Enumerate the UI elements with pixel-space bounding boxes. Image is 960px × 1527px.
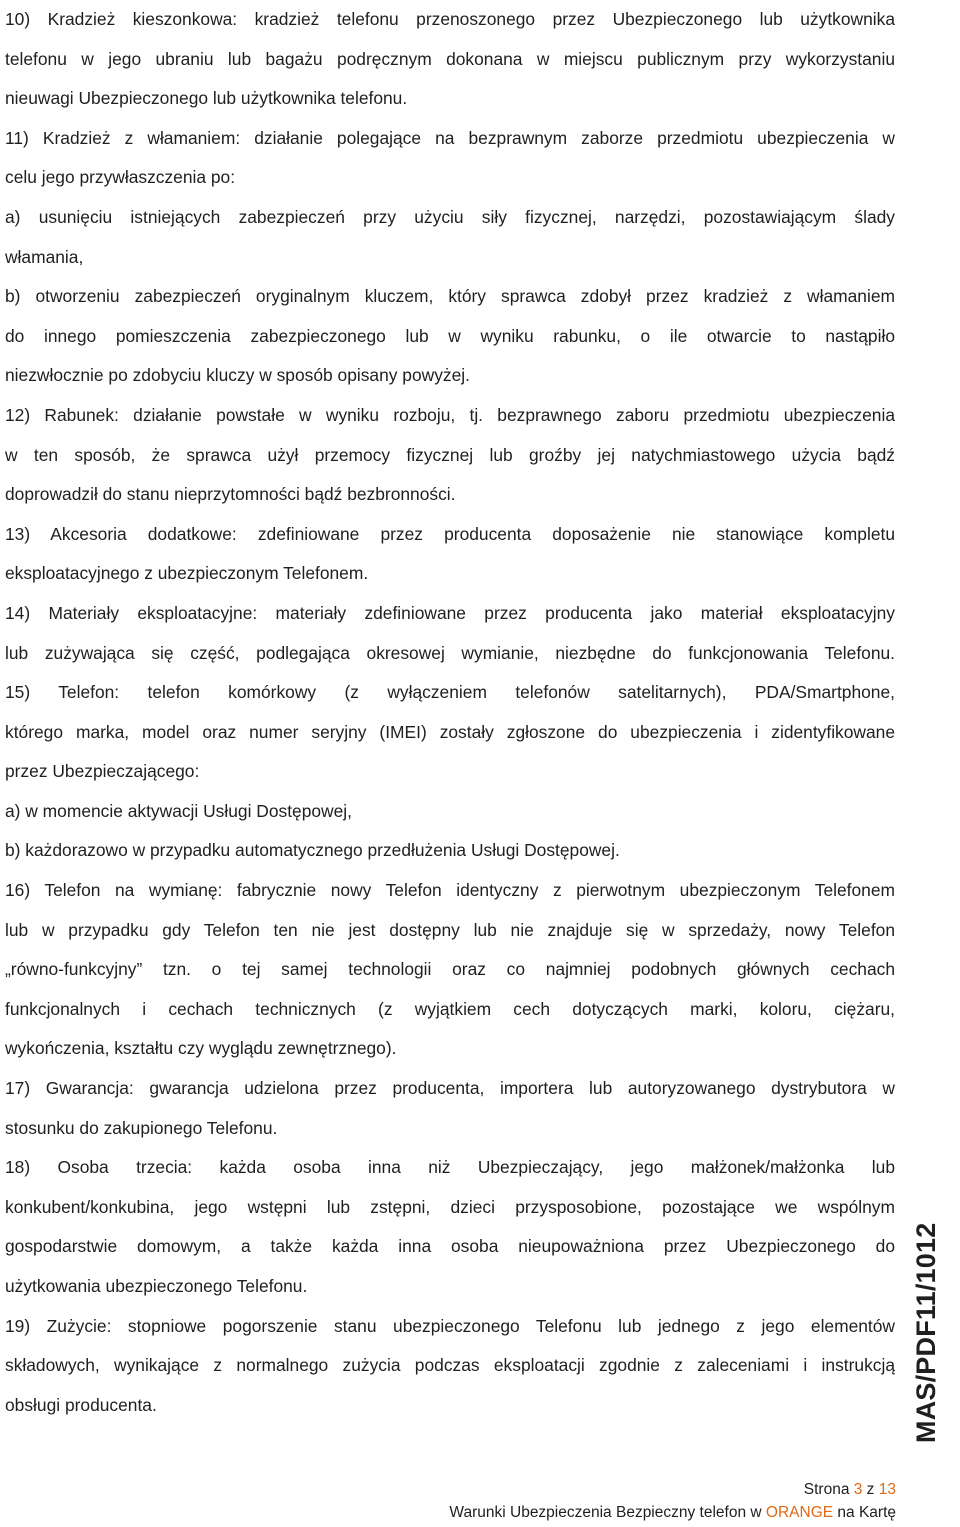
text-line: niezwłocznie po zdobyciu kluczy w sposób opisany powyżej.	[5, 365, 470, 386]
text-line: w ten sposób, że sprawca użył przemocy fizycznej lub groźby jej natychmiastowego użycia bądź	[5, 444, 895, 465]
page-current: 3	[853, 1481, 863, 1498]
text-line: włamania,	[5, 246, 84, 267]
text-line: funkcjonalnych i cechach technicznych (z wyjątkiem cech dotyczących marki, koloru, ciężaru,	[5, 998, 895, 1019]
text-line: obsługi producenta.	[5, 1394, 157, 1415]
text-line: wykończenia, kształtu czy wyglądu zewnętrznego).	[5, 1038, 397, 1059]
text-line: 16) Telefon na wymianę: fabrycznie nowy Telefon identyczny z pierwotnym ubezpieczonym Telefonem	[5, 880, 895, 901]
page-number-prefix: Strona	[803, 1481, 854, 1498]
text-line: 10) Kradzież kieszonkowa: kradzież telefonu przenoszonego przez Ubezpieczonego lub użytkownika	[5, 9, 895, 29]
text-line: doprowadził do stanu nieprzytomności bądź bezbronności.	[5, 484, 456, 505]
text-line: 13) Akcesoria dodatkowe: zdefiniowane przez producenta doposażenie nie stanowiące kompletu	[5, 523, 895, 544]
text-line: „równo-funkcyjny” tzn. o tej samej technologii oraz co najmniej podobnych głównych cechach	[5, 959, 895, 980]
text-line: a) usunięciu istniejących zabezpieczeń przy użyciu siły fizycznej, narzędzi, pozostawiającym ślady	[5, 206, 895, 227]
text-line: gospodarstwie domowym, a także każda inna osoba nieupoważniona przez Ubezpieczonego do	[5, 1236, 895, 1257]
document-title-suffix: na Kartę	[833, 1504, 896, 1521]
text-line: nieuwagi Ubezpieczonego lub użytkownika telefonu.	[5, 88, 408, 109]
document-code: MAS/PDF11/1012	[911, 1222, 941, 1443]
text-line: 11) Kradzież z włamaniem: działanie polegające na bezprawnym zaborze przedmiotu ubezpieczenia w	[5, 127, 895, 148]
text-line: użytkowania ubezpieczonego Telefonu.	[5, 1276, 308, 1296]
text-line: konkubent/konkubina, jego wstępni lub zstępni, dzieci przysposobione, pozostające we wspólnym	[5, 1196, 895, 1217]
text-line: 19) Zużycie: stopniowe pogorszenie stanu ubezpieczonego Telefonu lub jednego z jego elementów	[5, 1315, 895, 1336]
text-line: a) w momencie aktywacji Usługi Dostępowej,	[5, 800, 352, 821]
text-line: 14) Materiały eksploatacyjne: materiały zdefiniowane przez producenta jako materiał eksploatacyjny	[5, 602, 895, 623]
text-line: 12) Rabunek: działanie powstałe w wyniku rozboju, tj. bezprawnego zaboru przedmiotu ubezpieczenia	[5, 404, 895, 425]
text-line: b) każdorazowo w przypadku automatycznego przedłużenia Usługi Dostępowej.	[5, 840, 620, 861]
text-line: 17) Gwarancja: gwarancja udzielona przez producenta, importera lub autoryzowanego dystrybutora w	[5, 1078, 895, 1099]
text-line: b) otworzeniu zabezpieczeń oryginalnym kluczem, który sprawca zdobył przez kradzież z włamaniem	[5, 286, 895, 307]
page-total: 13	[878, 1481, 896, 1498]
document-title-prefix: Warunki Ubezpieczenia Bezpieczny telefon w	[449, 1504, 766, 1521]
text-line: którego marka, model oraz numer seryjny (IMEI) zostały zgłoszone do ubezpieczenia i zidentyfikowane	[5, 721, 895, 742]
text-line: stosunku do zakupionego Telefonu.	[5, 1117, 278, 1138]
page-number	[449, 1478, 896, 1501]
page-number-separator: z	[862, 1481, 879, 1498]
text-line: eksploatacyjnego z ubezpieczonym Telefonem.	[5, 563, 369, 584]
page-footer	[449, 1478, 896, 1524]
text-line: 15) Telefon: telefon komórkowy (z wyłączeniem telefonów satelitarnych), PDA/Smartphone,	[5, 682, 895, 703]
document-title	[449, 1501, 896, 1524]
text-line: telefonu w jego ubraniu lub bagażu podręcznym dokonana w miejscu publicznym przy wykorzystaniu	[5, 48, 895, 69]
text-line: przez Ubezpieczającego:	[5, 761, 200, 782]
text-line: składowych, wynikające z normalnego zużycia podczas eksploatacji zgodnie z zaleceniami i instrukcją	[5, 1355, 895, 1376]
document-body	[5, 0, 895, 1425]
text-line: do innego pomieszczenia zabezpieczonego lub w wyniku rabunku, o ile otwarcie to nastąpiło	[5, 325, 895, 346]
text-line: 18) Osoba trzecia: każda osoba inna niż Ubezpieczający, jego małżonek/małżonka lub	[5, 1157, 895, 1178]
text-line: lub zużywająca się część, podlegająca okresowej wymianie, niezbędne do funkcjonowania Telefonu.	[5, 642, 895, 663]
brand-name: ORANGE	[765, 1504, 834, 1521]
text-line: lub w przypadku gdy Telefon ten nie jest dostępny lub nie znajduje się w sprzedaży, nowy Telefon	[5, 919, 895, 940]
text-line: celu jego przywłaszczenia po:	[5, 167, 236, 188]
